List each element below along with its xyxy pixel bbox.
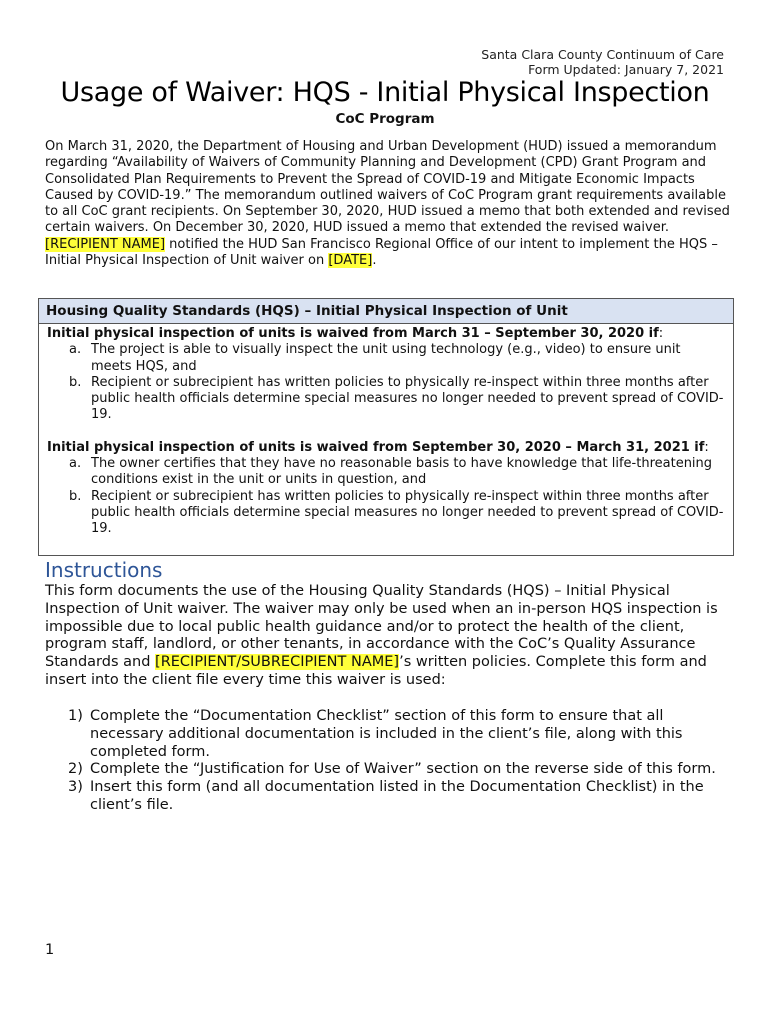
hqs-criteria-box bbox=[38, 298, 734, 556]
list-item-text: The project is able to visually inspect the unit using technology (e.g., video) to ensure unit meets HQS, and bbox=[91, 342, 681, 374]
page-header bbox=[481, 47, 724, 77]
step-marker: 1) bbox=[68, 708, 83, 724]
step-text: Insert this form (and all documentation listed in the Documentation Checklist) in the client’s file. bbox=[90, 779, 704, 813]
step-text: Complete the “Justification for Use of Waiver” section on the reverse side of this form. bbox=[90, 761, 716, 778]
hqs-box-heading: Housing Quality Standards (HQS) – Initial Physical Inspection of Unit bbox=[39, 299, 733, 324]
list-marker: a. bbox=[69, 456, 82, 472]
page-title: Usage of Waiver: HQS - Initial Physical Inspection bbox=[60, 77, 710, 108]
instructions-heading: Instructions bbox=[45, 558, 163, 582]
instructions-text-after: ’s written policies. Complete this form and insert into the client file every time this waiver is used: bbox=[45, 654, 707, 688]
intro-paragraph bbox=[45, 139, 735, 269]
list-item-text: Recipient or subrecipient has written policies to physically re-inspect within three months after public health officials determine special measures no longer needed to prevent spread of COVID-19. bbox=[91, 374, 724, 423]
section2-lead-text: Initial physical inspection of units is waived from September 30, 2020 – March 31, 2021 if bbox=[47, 439, 705, 455]
section1-list bbox=[47, 342, 725, 423]
subrecipient-name-placeholder: [RECIPIENT/SUBRECIPIENT NAME] bbox=[155, 654, 400, 671]
date-placeholder: [DATE] bbox=[328, 253, 373, 269]
section2-lead bbox=[47, 440, 725, 456]
instructions-text-before: This form documents the use of the Housing Quality Standards (HQS) – Initial Physical Inspection of Unit waiver. The waiver may only be used when an in-person HQS inspection is impossible due to local public health guidance and/or to protect the health of the client, program staff, landlord, or other tenants, in accordance with the CoC’s Quality Assurance Standards and bbox=[45, 583, 718, 671]
list-item bbox=[47, 456, 725, 489]
list-marker: b. bbox=[69, 488, 82, 504]
step-item bbox=[45, 708, 725, 761]
step-marker: 2) bbox=[68, 761, 83, 778]
intro-text-after: . bbox=[372, 253, 377, 269]
intro-text-before: On March 31, 2020, the Department of Housing and Urban Development (HUD) issued a memorandum regarding “Availability of Waivers of Community Planning and Development (CPD) Grant Program and Consolidated Plan Requirements to Prevent the Spread of COVID-19 and Mitigate Economic Impacts Caused by COVID-19.” The memorandum outlined waivers of CoC Program grant requirements available to all CoC grant recipients. On September 30, 2020, HUD issued a memo that both extended and revised certain waivers. On December 30, 2020, HUD issued a memo that extended the revised waiver. bbox=[45, 139, 730, 236]
form-updated-date: Form Updated: January 7, 2021 bbox=[528, 62, 724, 77]
list-item bbox=[47, 489, 725, 538]
step-marker: 3) bbox=[68, 779, 83, 796]
step-item bbox=[45, 761, 725, 779]
section2-colon: : bbox=[704, 439, 709, 455]
list-item bbox=[47, 375, 725, 424]
list-marker: b. bbox=[69, 374, 82, 390]
list-item bbox=[47, 342, 725, 375]
page-subtitle: CoC Program bbox=[335, 111, 435, 127]
page-number: 1 bbox=[45, 942, 55, 958]
step-text: Complete the “Documentation Checklist” section of this form to ensure that all necessary additional documentation is included in the client’s file, along with this completed form. bbox=[90, 708, 683, 760]
recipient-name-placeholder: [RECIPIENT NAME] bbox=[45, 236, 166, 252]
instructions-paragraph bbox=[45, 583, 735, 690]
step-item bbox=[45, 779, 725, 815]
section1-colon: : bbox=[658, 326, 664, 341]
intro-text-middle: notified the HUD San Francisco Regional Office of our intent to implement the HQS – Initial Physical Inspection of Unit waiver on bbox=[45, 236, 718, 269]
organization-name: Santa Clara County Continuum of Care bbox=[481, 47, 724, 62]
section1-lead-text: Initial physical inspection of units is waived from March 31 – September 30, 2020 if bbox=[47, 326, 659, 341]
section2-list bbox=[47, 456, 725, 537]
list-item-text: Recipient or subrecipient has written policies to physically re-inspect within three months after public health officials determine special measures no longer needed to prevent spread of COVID-19. bbox=[91, 488, 724, 537]
list-item-text: The owner certifies that they have no reasonable basis to have knowledge that life-threatening conditions exist in the unit or units in question, and bbox=[91, 456, 713, 488]
list-marker: a. bbox=[69, 342, 82, 358]
hqs-box-body bbox=[39, 324, 733, 538]
section1-lead bbox=[47, 326, 725, 342]
instruction-steps bbox=[45, 708, 725, 815]
